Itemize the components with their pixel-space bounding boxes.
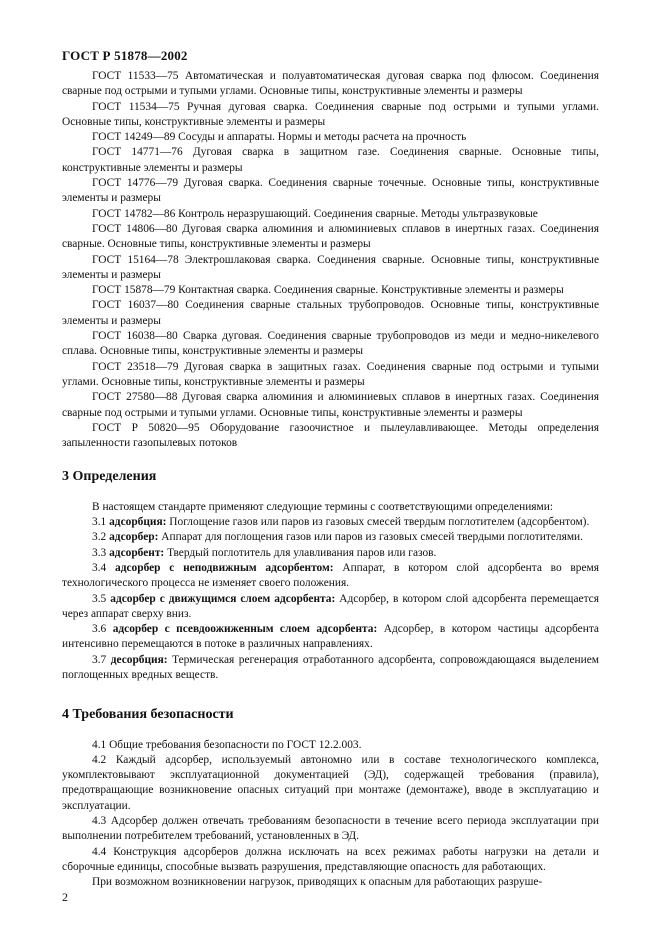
- reference-item: ГОСТ 15878—79 Контактная сварка. Соединения сварные. Конструктивные элементы и размеры: [92, 284, 564, 297]
- page-header: ГОСТ Р 51878—2002: [62, 48, 188, 63]
- definition-term: адсорбер:: [109, 531, 159, 544]
- section-4-paragraph: 4.1 Общие требования безопасности по ГОСТ 12.2.003.: [92, 738, 362, 751]
- definition-item: 3.3 адсорбент: Твердый поглотитель для улавливания паров или газов.: [92, 546, 437, 559]
- section-4-paragraph: 4.3 Адсорбер должен отвечать требованиям безопасности в течение всего периода эксплуатации при выполнении потребителем требований, установленных в ЭД.: [62, 815, 599, 843]
- definition-item: 3.4 адсорбер с неподвижным адсорбентом: Аппарат, в котором слой адсорбента во время технологического процесса не изменяет своего положения.: [62, 561, 600, 590]
- definition-item: 3.6 адсорбер с псевдоожиженным слоем адсорбента: Адсорбер, в котором частицы адсорбента интенсивно перемещаются в потоке в различных направлениях.: [62, 623, 599, 651]
- reference-item: ГОСТ 14782—86 Контроль неразрушающий. Соединения сварные. Методы ультразвуковые: [92, 207, 538, 220]
- reference-item: ГОСТ 16038—80 Сварка дуговая. Соединения сварные трубопроводов из меди и медно-никелевого сплава. Основные типы, конструктивные элементы и размеры: [62, 330, 599, 358]
- definition-text: Поглощение газов или паров из газовых смесей твердым поглотителем (адсорбентом).: [169, 516, 590, 529]
- definition-term: адсорбент:: [109, 546, 165, 559]
- document-body: [62, 69, 599, 891]
- definition-item: 3.7 десорбция: Термическая регенерация отработанного адсорбента, сопровождающаяся выделением поглощенных вредных веществ.: [62, 653, 599, 681]
- reference-item: ГОСТ 14806—80 Дуговая сварка алюминия и алюминиевых сплавов в инертных газах. Соединения сварные. Основные типы, конструктивные элементы и размеры: [62, 222, 599, 251]
- section-3-heading: 3 Определения: [62, 469, 157, 485]
- definition-text: Термическая регенерация отработанного адсорбента, сопровождающаяся выделением поглощенных вредных веществ.: [62, 653, 599, 681]
- definition-term: адсорбция:: [109, 516, 167, 529]
- definition-text: Адсорбер, в котором слой адсорбента перемещается через аппарат сверху вниз.: [62, 592, 599, 620]
- definition-item: 3.5 адсорбер с движущимся слоем адсорбента: Адсорбер, в котором слой адсорбента перемещается через аппарат сверху вниз.: [62, 592, 599, 620]
- reference-item: ГОСТ 14249—89 Сосуды и аппараты. Нормы и методы расчета на прочность: [92, 131, 467, 144]
- definition-text: Аппарат, в котором слой адсорбента во время технологического процесса не изменяет своего положения.: [62, 561, 600, 590]
- section-4-paragraph: При возможном возникновении нагрузок, приводящих к опасным для работающих разруше-: [92, 876, 543, 889]
- section-4-paragraph: 4.2 Каждый адсорбер, используемый автономно или в составе технологического комплекса, укомплектовывают эксплуатационной документацией (ЭД), содержащей требования (правила), предотвращающие возникновение опасных ситуаций при монтаже (демонтаже), вводе в эксплуатацию и эксплуатации.: [62, 753, 599, 812]
- definition-text: Адсорбер, в котором частицы адсорбента интенсивно перемещаются в потоке в различных направлениях.: [62, 623, 599, 651]
- definition-term: адсорбер с псевдоожиженным слоем адсорбента:: [112, 623, 378, 636]
- reference-item: ГОСТ 11533—75 Автоматическая и полуавтоматическая дуговая сварка под флюсом. Соединения сварные под острыми и тупыми углами. Основные типы, конструктивные элементы и размеры: [62, 70, 599, 98]
- reference-item: ГОСТ 16037—80 Соединения сварные стальных трубопроводов. Основные типы, конструктивные элементы и размеры: [62, 299, 599, 327]
- reference-item: ГОСТ 23518—79 Дуговая сварка в защитных газах. Соединения сварные под острыми и тупыми углами. Основные типы, конструктивные элементы и размеры: [62, 360, 599, 388]
- reference-item: ГОСТ 14776—79 Дуговая сварка. Соединения сварные точечные. Основные типы, конструктивные элементы и размеры: [62, 177, 599, 205]
- definition-term: адсорбер с движущимся слоем адсорбента:: [110, 592, 336, 605]
- definition-term: адсорбер с неподвижным адсорбентом:: [115, 561, 334, 574]
- definition-text: Аппарат для поглощения газов или паров из газовых смесей твердыми поглотителями.: [161, 531, 583, 544]
- section-4-heading: 4 Требования безопасности: [62, 707, 234, 723]
- references-list: [62, 69, 599, 451]
- definition-item: 3.1 адсорбция: Поглощение газов или паров из газовых смесей твердым поглотителем (адсорбентом).: [92, 516, 590, 529]
- section-4-paragraph: 4.4 Конструкция адсорберов должна исключать на всех режимах работы нагрузки на детали и сборочные единицы, способные вызвать разрушения, представляющие опасность для работающих.: [62, 845, 599, 873]
- reference-item: ГОСТ Р 50820—95 Оборудование газоочистное и пылеулавливающее. Методы определения запыленности газопылевых потоков: [62, 421, 599, 450]
- definition-term: десорбция:: [110, 653, 168, 666]
- definition-item: 3.2 адсорбер: Аппарат для поглощения газов или паров из газовых смесей твердыми поглотителями.: [92, 531, 583, 544]
- reference-item: ГОСТ 11534—75 Ручная дуговая сварка. Соединения сварные под острыми и тупыми углами. Основные типы, конструктивные элементы и размеры: [62, 100, 599, 128]
- reference-item: ГОСТ 27580—88 Дуговая сварка алюминия и алюминиевых сплавов в инертных газах. Соединения сварные под острыми и тупыми углами. Основные типы, конструктивные элементы и размеры: [62, 391, 599, 419]
- section-3-intro: В настоящем стандарте применяют следующие термины с соответствующими определениями:: [92, 500, 554, 513]
- reference-item: ГОСТ 14771—76 Дуговая сварка в защитном газе. Соединения сварные. Основные типы, конструктивные элементы и размеры: [62, 146, 599, 174]
- reference-item: ГОСТ 15164—78 Электрошлаковая сварка. Соединения сварные. Основные типы, конструктивные элементы и размеры: [62, 253, 599, 281]
- definition-text: Твердый поглотитель для улавливания паров или газов.: [167, 546, 437, 559]
- page-number: 2: [62, 890, 68, 904]
